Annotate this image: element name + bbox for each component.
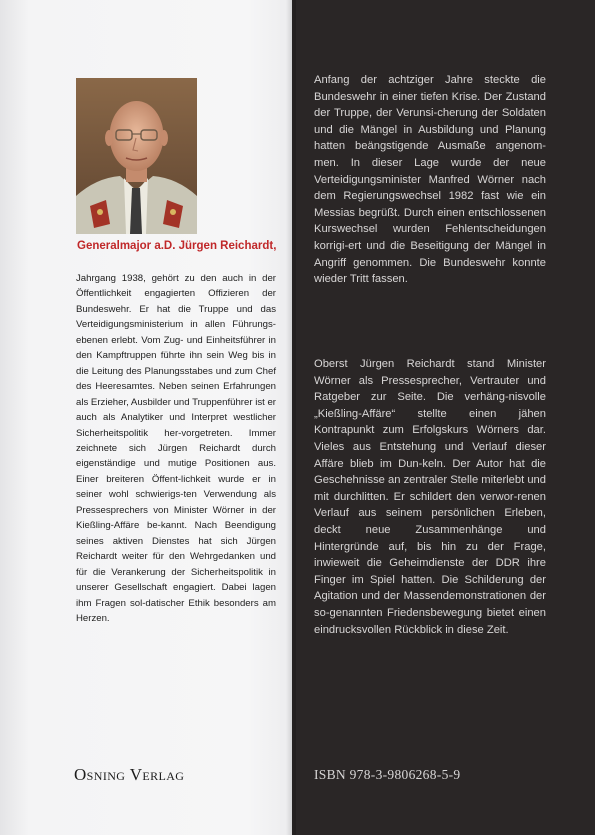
description-paragraph-2: Oberst Jürgen Reichardt stand Minister Wörner als Pressesprecher, Vertrauter und Ratgeber zur Seite. Die verhäng-nisvolle „Kießling-Affäre“ stellte einen jähen Kontrapunkt zum Erfolgskurs Wörners dar. Vieles aus Entstehung und Verlauf dieser Affäre blieb im Dun-keln. Der Autor hat die Geschehnisse an zentraler Stelle miterlebt und mit durchlitten. Er schildert den verwor-renen Verlauf aus seinem persönlichen Erleben, deckt neue Zusammenhänge und Hintergründe auf, bis hin zu der Frage, inwieweit die Geheimdienste der DDR ihre Finger im Spiel hatten. Die Schilderung der Agitation und der Massendemonstrationen der so-genannten Friedensbewegung bietet einen eindrucksvollen Rückblick in diese Zeit. xyxy=(314,358,546,636)
author-caption: Generalmajor a.D. Jürgen Reichardt, xyxy=(77,240,277,252)
author-bio: Jahrgang 1938, gehört zu den auch in der Öffentlichkeit engagierten Offizieren der Bundeswehr. Er hat die Truppe und das Verteidigungsministerium in allen Führungs-ebenen erlebt. Vom Zug- und Einheitsführer in den Kampftruppen führte ihn sein Weg bis in die Leitung des Planungsstabes und zum Chef des Heeresamtes. Neben seinen Erfahrungen als Erzieher, Ausbilder und Truppenführer ist er auch als Analytiker und Interpret westlicher Sicherheitspolitik her-vorgetreten. Immer zeichnete sich Jürgen Reichardt durch eigenständige und mutige Positionen aus. Einer breiteren Öffent-lichkeit wurde er in seiner wohl schwierigs-ten Verwendung als Pressesprechers von Minister Wörner in der Kießling-Affäre be-kannt. Nach Beendigung seines aktiven Dienstes hat sich Jürgen Reichardt weiter für den Wehrgedanken und für die Verankerung der Sicherheitspolitik in unserer Gesellschaft engagiert. Dabei lagen ihm Fragen sol-datischer Ethik besonders am Herzen. xyxy=(76,273,276,624)
description-paragraph-1: Anfang der achtziger Jahre steckte die Bundeswehr in einer tiefen Krise. Der Zustand der Truppe, der Verunsi-cherung der Soldaten und die Mängel in Ausbildung und Planung hatten beängstigende Ausmaße angenom-men. In dieser Lage wurde der neue Verteidigungsminister Manfred Wörner nach dem Regierungswechsel 1982 fast wie ein Messias begrüßt. Durch einen entschlossenen Kurswechsel wurden Fehlentscheidungen korrigi-ert und die Beseitigung der Mängel in Angriff genommen. Die Bundeswehr konnte wieder Tritt fassen. xyxy=(314,74,546,286)
author-photo xyxy=(76,78,197,234)
publisher-name: Osning Verlag xyxy=(74,765,185,784)
spine-shadow xyxy=(286,0,296,835)
isbn: ISBN 978-3-9806268-5-9 xyxy=(314,767,461,782)
